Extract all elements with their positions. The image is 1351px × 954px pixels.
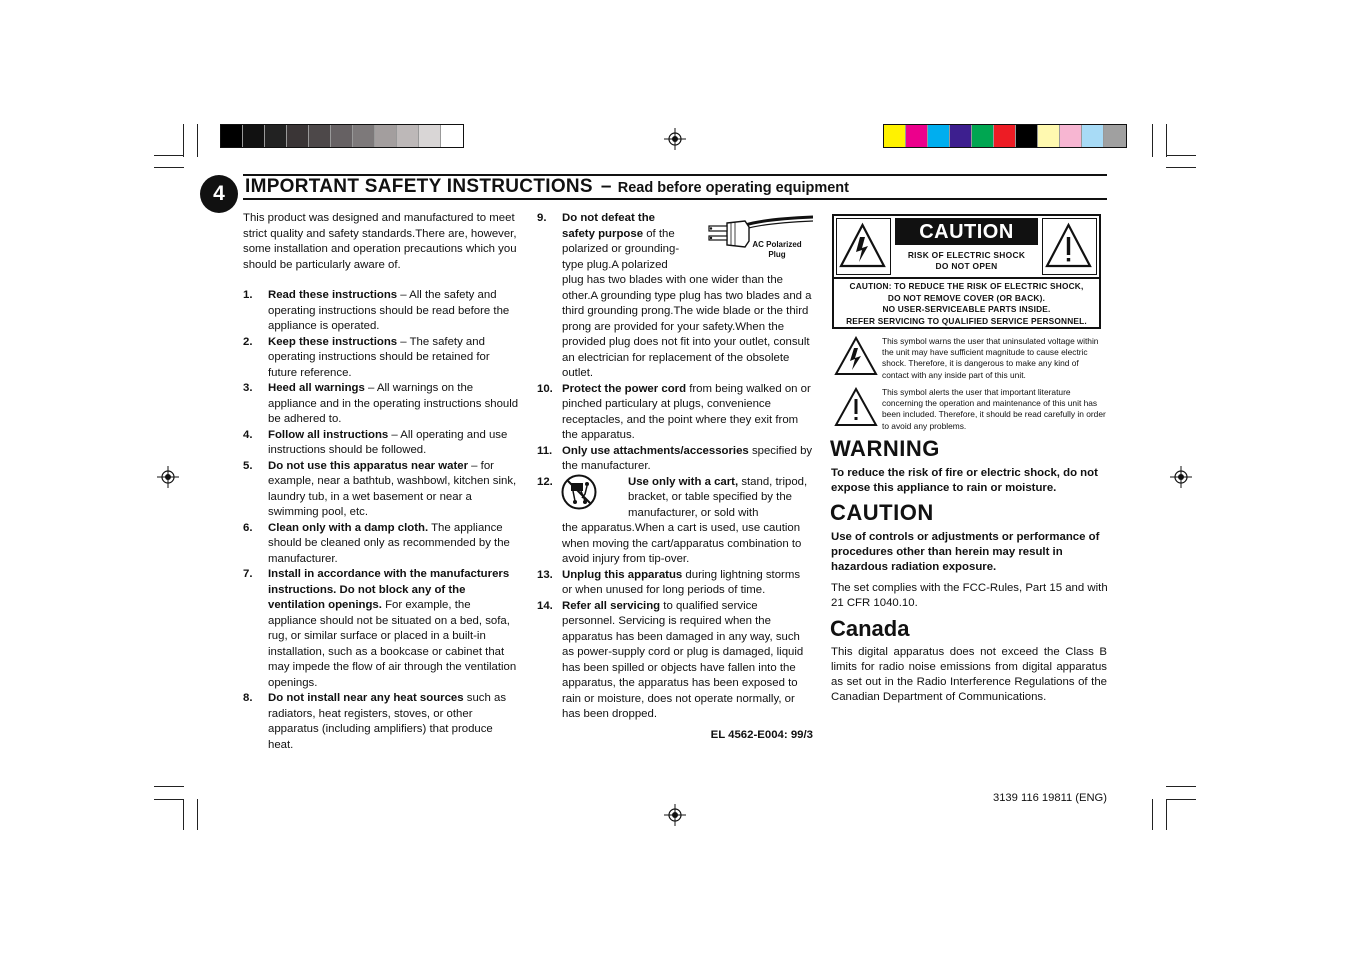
risk-text (895, 247, 1038, 275)
exclamation-warning-icon (834, 387, 878, 427)
color-swatch (972, 125, 994, 147)
item-number: 13. (537, 568, 553, 581)
caution-label-box (832, 214, 1101, 329)
caution-box-lower-text (834, 281, 1099, 327)
risk-line: RISK OF ELECTRIC SHOCK (907, 250, 1026, 260)
symbol-description: This symbol alerts the user that important literature concerning the operation and maintenance of this unit has been included. Therefore, it should be read carefully in order to avoid any problems. (882, 387, 1106, 431)
list-item (537, 475, 813, 522)
item-number: 1. (243, 289, 253, 301)
registration-mark-icon (664, 128, 686, 150)
item-text: – for example, near a bathtub, washbowl, kitchen sink, laundry tub, in a wet basement or near a swimming pool, etc. (268, 459, 517, 518)
color-swatch (243, 125, 265, 147)
list-item (243, 521, 520, 568)
item-number: 11. (537, 444, 553, 457)
item-heading: Unplug this apparatus (562, 568, 683, 581)
item-number: 3. (243, 382, 253, 394)
item-text: – All the safety and operating instructions should be read before the appliance is operated. (268, 289, 510, 332)
page-number-badge: 4 (200, 175, 238, 213)
item-number: 10. (537, 382, 553, 395)
item-number: 6. (243, 521, 253, 534)
warning-text: To reduce the risk of fire or electric shock, do not expose this appliance to rain or moisture. (831, 467, 1098, 494)
fcc-compliance-text: The set complies with the FCC-Rules, Part 15 and with 21 CFR 1040.10. (831, 582, 1108, 609)
color-swatch (441, 125, 463, 147)
item-text: – The safety and operating instructions should be retained for future reference. (268, 335, 490, 379)
canada-text: This digital apparatus does not exceed the Class B limits for radio noise emissions from digital apparatus as set out in the Radio Interference Regulations of the Canadian Department of Communications. (831, 646, 1107, 703)
item-text: such as radiators, heat registers, stoves, or other apparatus (including amplifiers) that produce heat. (268, 692, 507, 751)
canada-heading: Canada (830, 616, 910, 641)
lightning-warning-icon (837, 219, 888, 272)
item-heading: Install in accordance with the manufacturers instructions. Do not block any of the ventilation openings. (268, 568, 510, 611)
list-item (537, 382, 813, 444)
caution-title: CAUTION (895, 218, 1038, 245)
color-swatch (353, 125, 375, 147)
item-number: 14. (537, 599, 553, 612)
el-code: EL 4562-E004: 99/3 (710, 728, 813, 741)
item-heading: Do not install near any heat sources (268, 692, 464, 704)
item-text: – All operating and use instructions should be followed. (268, 428, 508, 456)
color-swatch (331, 125, 353, 147)
registration-mark-icon (157, 466, 179, 488)
list-item (243, 428, 520, 459)
caution-line: NO USER-SERVICEABLE PARTS INSIDE. (882, 304, 1051, 314)
list-item (243, 691, 520, 753)
color-swatch (287, 125, 309, 147)
plug-label: Plug (768, 250, 786, 259)
crop-mark (197, 124, 198, 157)
color-swatch (884, 125, 906, 147)
item-text: specified by the manufacturer. (562, 444, 813, 472)
crop-mark (183, 124, 184, 157)
color-swatch (1016, 125, 1038, 147)
column-left (243, 211, 520, 753)
plug-label: AC Polarized (752, 240, 802, 249)
page-title (245, 176, 849, 198)
color-swatch (375, 125, 397, 147)
item-number: 8. (243, 692, 253, 704)
color-swatch (419, 125, 441, 147)
item-text: from being walked on or pinched particulary at plugs, convenience receptacles, and the point where they exit from the apparatus. (562, 382, 811, 441)
item-text: stand, tripod, bracket, or table specified by the manufacturer, or sold with (628, 475, 808, 519)
crop-mark (1152, 124, 1153, 157)
crop-mark (1166, 786, 1196, 787)
list-item (243, 459, 520, 521)
crop-mark (1166, 799, 1196, 800)
color-swatch (928, 125, 950, 147)
item-text: plug has two blades with one wider than the other.A grounding type plug has two blades and a third grounding prong.The wide blade or the third prong are provided for your safety.When the provided plug does not fit into your outlet, consult an electrician for replacement of the obsolete outlet. (562, 274, 812, 379)
crop-mark (1166, 155, 1196, 156)
caution-text: Use of controls or adjustments or performance of procedures other than herein may result in hazardous radiation exposure. (831, 531, 1100, 573)
warning-heading: WARNING (830, 436, 940, 461)
item-heading: Refer all servicing (562, 599, 661, 612)
item-text: of the polarized or grounding-type plug.A polarized (562, 227, 680, 271)
subtitle: Read before operating equipment (617, 180, 849, 196)
item-heading: Clean only with a damp cloth. (268, 521, 429, 534)
crop-mark (154, 167, 184, 168)
item-text: during lightning storms or when unused for long periods of time. (562, 568, 801, 596)
color-swatch (906, 125, 928, 147)
plug-caption (737, 240, 817, 260)
symbol-description: This symbol warns the user that uninsulated voltage within the unit may have sufficient magnitude to cause electric shock. Therefore, it is dangerous to make any kind of contact with any inside part of this unit. (882, 336, 1099, 380)
crop-mark (154, 799, 184, 800)
intro-text: This product was designed and manufactured to meet strict quality and safety standards.There are, however, some installation and operation precautions which you should be particularly aware of. (243, 212, 517, 271)
item-number: 2. (243, 335, 253, 348)
item-heading: Protect the power cord (562, 382, 687, 395)
lightning-warning-icon (834, 336, 878, 376)
color-swatch (265, 125, 287, 147)
item-text: For example, the appliance should not be situated on a bed, sofa, rug, or similar surface or placed in a built-in installation, such as a bookcase or cabinet that may impede the flow of air through the ventilation openings. (268, 599, 517, 689)
color-swatch (950, 125, 972, 147)
list-item (537, 568, 813, 599)
item-text: The appliance should be cleaned only as recommended by the manufacturer. (268, 521, 510, 565)
caution-heading: CAUTION (830, 500, 934, 525)
title-dash: – (600, 176, 612, 197)
gray-color-bar (220, 124, 464, 148)
color-swatch (1060, 125, 1082, 147)
header-rule (243, 198, 1107, 200)
cart-tip-over-icon (561, 474, 597, 510)
list-item (243, 288, 520, 335)
caution-line: CAUTION: TO REDUCE THE RISK OF ELECTRIC SHOCK, (849, 281, 1084, 291)
list-item (243, 335, 520, 382)
crop-mark (154, 786, 184, 787)
item-number: 4. (243, 428, 253, 441)
list-item (537, 599, 813, 723)
list-item (537, 444, 813, 475)
color-swatch (309, 125, 331, 147)
item-heading: Follow all instructions (268, 428, 389, 441)
item-text: – All warnings on the appliance and in the operating instructions should be adhered to. (268, 382, 519, 425)
item-number: 12. (537, 475, 553, 488)
risk-line: DO NOT OPEN (935, 261, 998, 271)
item-heading: Read these instructions (268, 289, 398, 301)
list-item (243, 567, 520, 691)
color-swatch (1104, 125, 1126, 147)
title-text: IMPORTANT SAFETY INSTRUCTIONS (245, 176, 593, 197)
item-heading: Do not defeat the safety purpose (562, 212, 656, 240)
item-heading: Heed all warnings (268, 382, 365, 394)
item-text: to qualified service personnel. Servicing is required when the apparatus has been damaged in any way, such as power-supply cord or plug is damaged, liquid has been spilled or objects have fallen into the apparatus, the apparatus has been exposed to rain or moisture, does not operate normally, or has been dropped. (562, 599, 804, 720)
crop-mark (197, 799, 198, 830)
crop-mark (1166, 167, 1196, 168)
list-item (537, 211, 813, 273)
item-heading: Keep these instructions (268, 335, 398, 348)
list-item (243, 381, 520, 428)
color-bar (883, 124, 1127, 148)
caution-line: REFER SERVICING TO QUALIFIED SERVICE PERSONNEL. (846, 315, 1087, 326)
registration-mark-icon (1170, 466, 1192, 488)
color-swatch (221, 125, 243, 147)
column-middle (537, 211, 813, 743)
item-heading: Use only with a cart, (628, 475, 739, 488)
item-text: the apparatus.When a cart is used, use caution when moving the cart/apparatus combination to avoid injury from tip-over. (562, 522, 802, 565)
item-number: 9. (537, 212, 547, 224)
crop-mark (1166, 799, 1167, 830)
document-code: 3139 116 19811 (ENG) (992, 792, 1107, 804)
item-number: 7. (243, 568, 253, 580)
item-number: 5. (243, 459, 253, 472)
color-swatch (1038, 125, 1060, 147)
registration-mark-icon (664, 804, 686, 826)
color-swatch (397, 125, 419, 147)
caution-box-divider (834, 277, 1099, 279)
color-swatch (1082, 125, 1104, 147)
color-swatch (994, 125, 1016, 147)
crop-mark (183, 799, 184, 830)
lightning-symbol-cell (836, 218, 891, 275)
crop-mark (1152, 799, 1153, 830)
exclamation-warning-icon (1043, 219, 1094, 272)
crop-mark (1166, 124, 1167, 157)
item-heading: Do not use this apparatus near water (268, 459, 469, 472)
item-heading: Only use attachments/accessories (562, 444, 749, 457)
crop-mark (154, 155, 184, 156)
caution-line: DO NOT REMOVE COVER (OR BACK). (887, 292, 1046, 303)
exclamation-symbol-cell (1042, 218, 1097, 275)
